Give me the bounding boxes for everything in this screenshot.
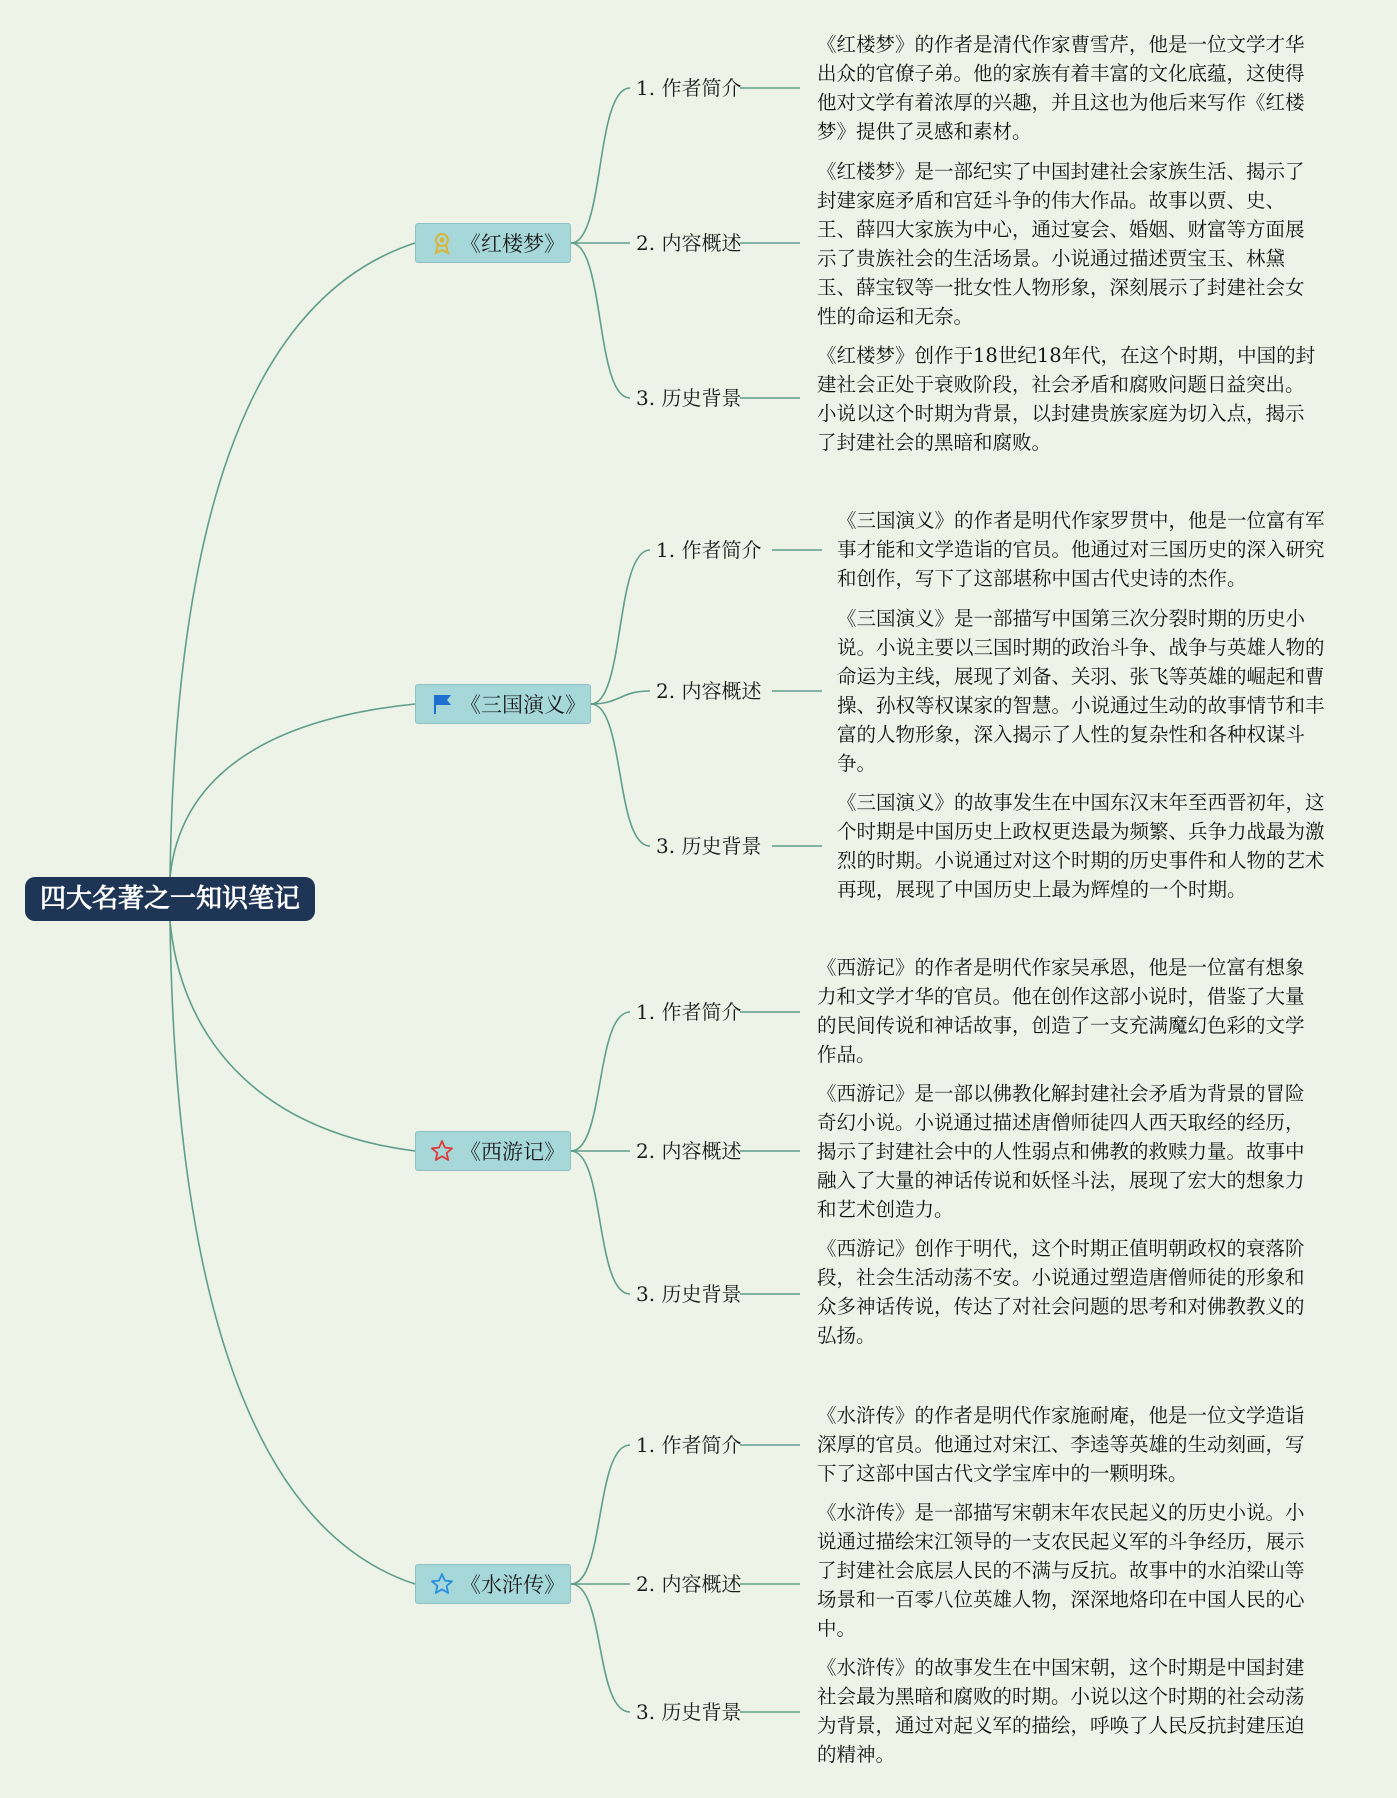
item-text-book-1-history: 《红楼梦》创作于18世纪18年代，在这个时期，中国的封建社会正处于衰败阶段，社会矛盾和腐败问题日益突出。小说以这个时期为背景，以封建贵族家庭为切入点，揭示了封建社会的黑暗和腐败。 [817,344,1316,454]
item-text-book-4-content: 《水浒传》是一部描写宋朝末年农民起义的历史小说。小说通过描绘宋江领导的一支农民起义军的斗争经历，展示了封建社会底层人民的不满与反抗。故事中的水泊梁山等场景和一百零八位英雄人物，深深地烙印在中国人民的心中。 [817,1501,1305,1640]
item-text-book-2-author: 《三国演义》的作者是明代作家罗贯中，他是一位富有军事才能和文学造诣的官员。他通过对三国历史的深入研究和创作，写下了这部堪称中国古代史诗的杰作。 [837,509,1325,590]
item-label-book-4-author[interactable]: 1. 作者简介 [636,1433,742,1457]
item-label-book-3-content[interactable]: 2. 内容概述 [636,1139,742,1163]
item-label-book-4-content[interactable]: 2. 内容概述 [636,1572,742,1596]
item-text-book-4-history: 《水浒传》的故事发生在中国宋朝，这个时期是中国封建社会最为黑暗和腐败的时期。小说以这个时期的社会动荡为背景，通过对起义军的描绘，呼唤了人民反抗封建压迫的精神。 [817,1656,1305,1766]
item-label-book-2-history[interactable]: 3. 历史背景 [656,834,762,858]
connector-root-book-2 [170,704,415,877]
item-text-book-4-author: 《水浒传》的作者是明代作家施耐庵，他是一位文学造诣深厚的官员。他通过对宋江、李逵等英雄的生动刻画，写下了这部中国古代文学宝库中的一颗明珠。 [817,1404,1305,1485]
branch-node-book-4[interactable] [415,1564,571,1604]
item-text-book-1-author: 《红楼梦》的作者是清代作家曹雪芹，他是一位文学才华出众的官僚子弟。他的家族有着丰富的文化底蕴，这使得他对文学有着浓厚的兴趣，并且这也为他后来写作《红楼梦》提供了灵感和素材。 [817,33,1305,143]
connector-root-book-4 [170,921,415,1584]
connector-book-1-item-3 [571,243,630,398]
red-star-icon [430,1139,454,1163]
item-text-book-2-content: 《三国演义》是一部描写中国第三次分裂时期的历史小说。小说主要以三国时期的政治斗争、战争与英雄人物的命运为主线，展现了刘备、关羽、张飞等英雄的崛起和曹操、孙权等权谋家的智慧。小说通过生动的故事情节和丰富的人物形象，深入揭示了人性的复杂性和各种权谋斗争。 [837,607,1325,775]
branch-title: 《水浒传》 [460,1573,565,1597]
item-text-book-3-author: 《西游记》的作者是明代作家吴承恩，他是一位富有想象力和文学才华的官员。他在创作这部小说时，借鉴了大量的民间传说和神话故事，创造了一支充满魔幻色彩的文学作品。 [817,956,1305,1066]
connector-book-3-item-1 [571,1012,630,1151]
medal-icon [430,231,454,255]
connector-book-4-item-1 [571,1445,630,1584]
connector-book-1-item-1 [571,88,630,243]
flag-icon [430,692,454,716]
item-label-book-4-history[interactable]: 3. 历史背景 [636,1700,742,1724]
branch-node-book-1[interactable] [415,223,571,263]
branch-node-book-3[interactable] [415,1131,571,1171]
connector-book-3-item-3 [571,1151,630,1294]
connector-book-2-item-2 [591,691,650,704]
item-label-book-3-history[interactable]: 3. 历史背景 [636,1282,742,1306]
item-label-book-1-author[interactable]: 1. 作者简介 [636,76,742,100]
item-label-book-1-content[interactable]: 2. 内容概述 [636,231,742,255]
connector-root-book-3 [170,921,415,1151]
item-text-book-1-content: 《红楼梦》是一部纪实了中国封建社会家族生活、揭示了封建家庭矛盾和宫廷斗争的伟大作品。故事以贾、史、王、薛四大家族为中心，通过宴会、婚姻、财富等方面展示了贵族社会的生活场景。小说通过描述贾宝玉、林黛玉、薛宝钗等一批女性人物形象，深刻展示了封建社会女性的命运和无奈。 [817,160,1305,328]
connector-book-2-item-3 [591,704,650,846]
item-label-book-3-author[interactable]: 1. 作者简介 [636,1000,742,1024]
item-label-book-1-history[interactable]: 3. 历史背景 [636,386,742,410]
root-node[interactable]: 四大名著之一知识笔记 [25,877,315,921]
blue-star-icon [430,1572,454,1596]
connector-book-2-item-1 [591,550,650,704]
branch-title: 《三国演义》 [460,693,586,717]
item-text-book-3-content: 《西游记》是一部以佛教化解封建社会矛盾为背景的冒险奇幻小说。小说通过描述唐僧师徒四人西天取经的经历，揭示了封建社会中的人性弱点和佛教的救赎力量。故事中融入了大量的神话传说和妖怪斗法，展现了宏大的想象力和艺术创造力。 [817,1082,1305,1221]
item-label-book-2-author[interactable]: 1. 作者简介 [656,538,762,562]
connector-book-4-item-3 [571,1584,630,1712]
item-text-book-3-history: 《西游记》创作于明代，这个时期正值明朝政权的衰落阶段，社会生活动荡不安。小说通过塑造唐僧师徒的形象和众多神话传说，传达了对社会问题的思考和对佛教教义的弘扬。 [817,1237,1305,1347]
item-label-book-2-content[interactable]: 2. 内容概述 [656,679,762,703]
branch-node-book-2[interactable] [415,684,591,724]
connector-root-book-1 [170,243,415,877]
item-text-book-2-history: 《三国演义》的故事发生在中国东汉末年至西晋初年，这个时期是中国历史上政权更迭最为频繁、兵争力战最为激烈的时期。小说通过对这个时期的历史事件和人物的艺术再现，展现了中国历史上最为辉煌的一个时期。 [837,791,1325,901]
branch-title: 《红楼梦》 [460,232,565,256]
branch-title: 《西游记》 [460,1140,565,1164]
